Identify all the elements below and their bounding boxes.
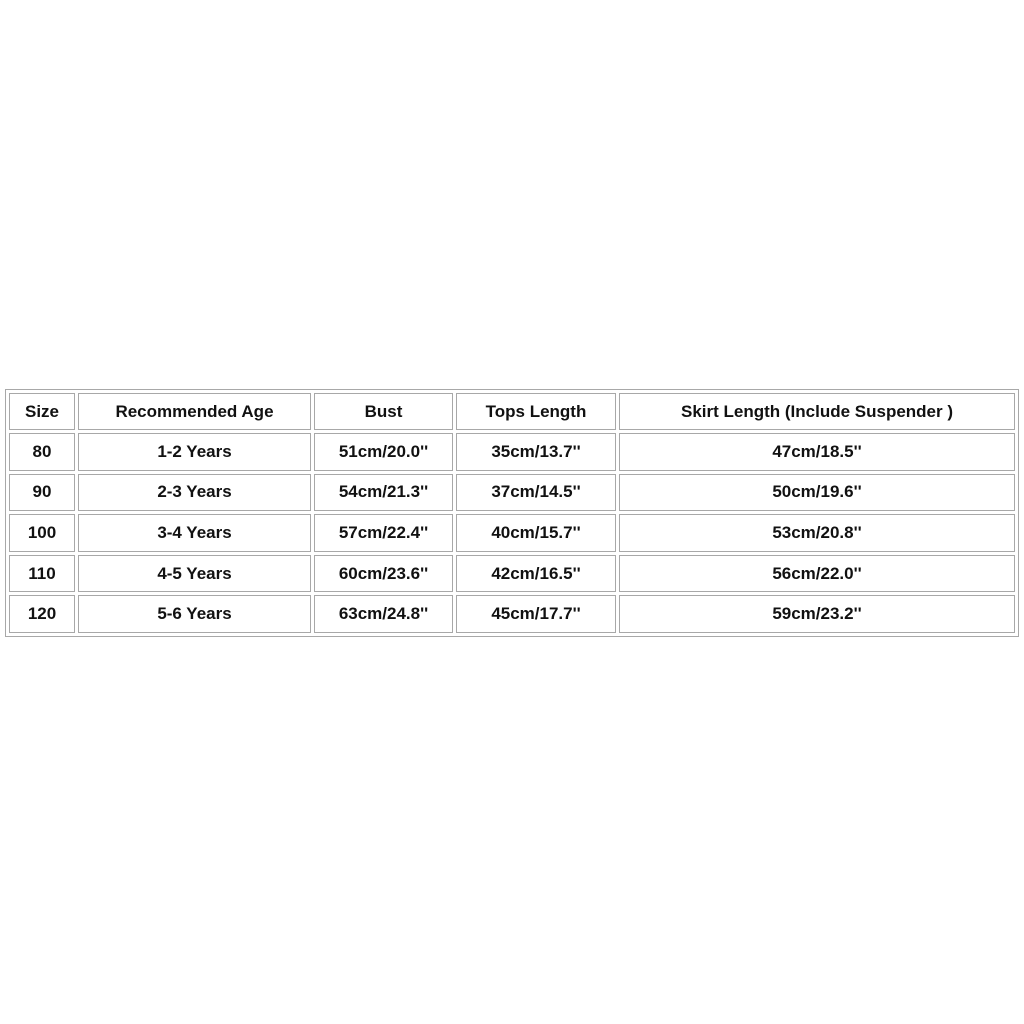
table-row (9, 474, 1015, 512)
cell-skirt-length: 50cm/19.6'' (619, 474, 1015, 512)
cell-age: 2-3 Years (78, 474, 311, 512)
cell-bust: 54cm/21.3'' (314, 474, 453, 512)
cell-size: 90 (9, 474, 75, 512)
header-bust: Bust (314, 393, 453, 430)
table-row (9, 555, 1015, 593)
header-recommended-age: Recommended Age (78, 393, 311, 430)
cell-tops-length: 40cm/15.7'' (456, 514, 616, 552)
size-chart-header (9, 393, 1015, 430)
cell-bust: 63cm/24.8'' (314, 595, 453, 633)
cell-age: 5-6 Years (78, 595, 311, 633)
header-size: Size (9, 393, 75, 430)
cell-size: 80 (9, 433, 75, 471)
cell-size: 110 (9, 555, 75, 593)
cell-bust: 57cm/22.4'' (314, 514, 453, 552)
table-row (9, 595, 1015, 633)
cell-tops-length: 35cm/13.7'' (456, 433, 616, 471)
cell-tops-length: 42cm/16.5'' (456, 555, 616, 593)
cell-age: 3-4 Years (78, 514, 311, 552)
cell-bust: 60cm/23.6'' (314, 555, 453, 593)
cell-tops-length: 45cm/17.7'' (456, 595, 616, 633)
cell-size: 120 (9, 595, 75, 633)
header-skirt-length: Skirt Length (Include Suspender ) (619, 393, 1015, 430)
header-row (9, 393, 1015, 430)
cell-skirt-length: 47cm/18.5'' (619, 433, 1015, 471)
cell-skirt-length: 53cm/20.8'' (619, 514, 1015, 552)
table-row (9, 433, 1015, 471)
cell-tops-length: 37cm/14.5'' (456, 474, 616, 512)
table-row (9, 514, 1015, 552)
cell-skirt-length: 56cm/22.0'' (619, 555, 1015, 593)
cell-skirt-length: 59cm/23.2'' (619, 595, 1015, 633)
cell-size: 100 (9, 514, 75, 552)
size-chart-table (5, 389, 1019, 637)
cell-bust: 51cm/20.0'' (314, 433, 453, 471)
cell-age: 1-2 Years (78, 433, 311, 471)
cell-age: 4-5 Years (78, 555, 311, 593)
header-tops-length: Tops Length (456, 393, 616, 430)
size-chart-body (9, 433, 1015, 633)
